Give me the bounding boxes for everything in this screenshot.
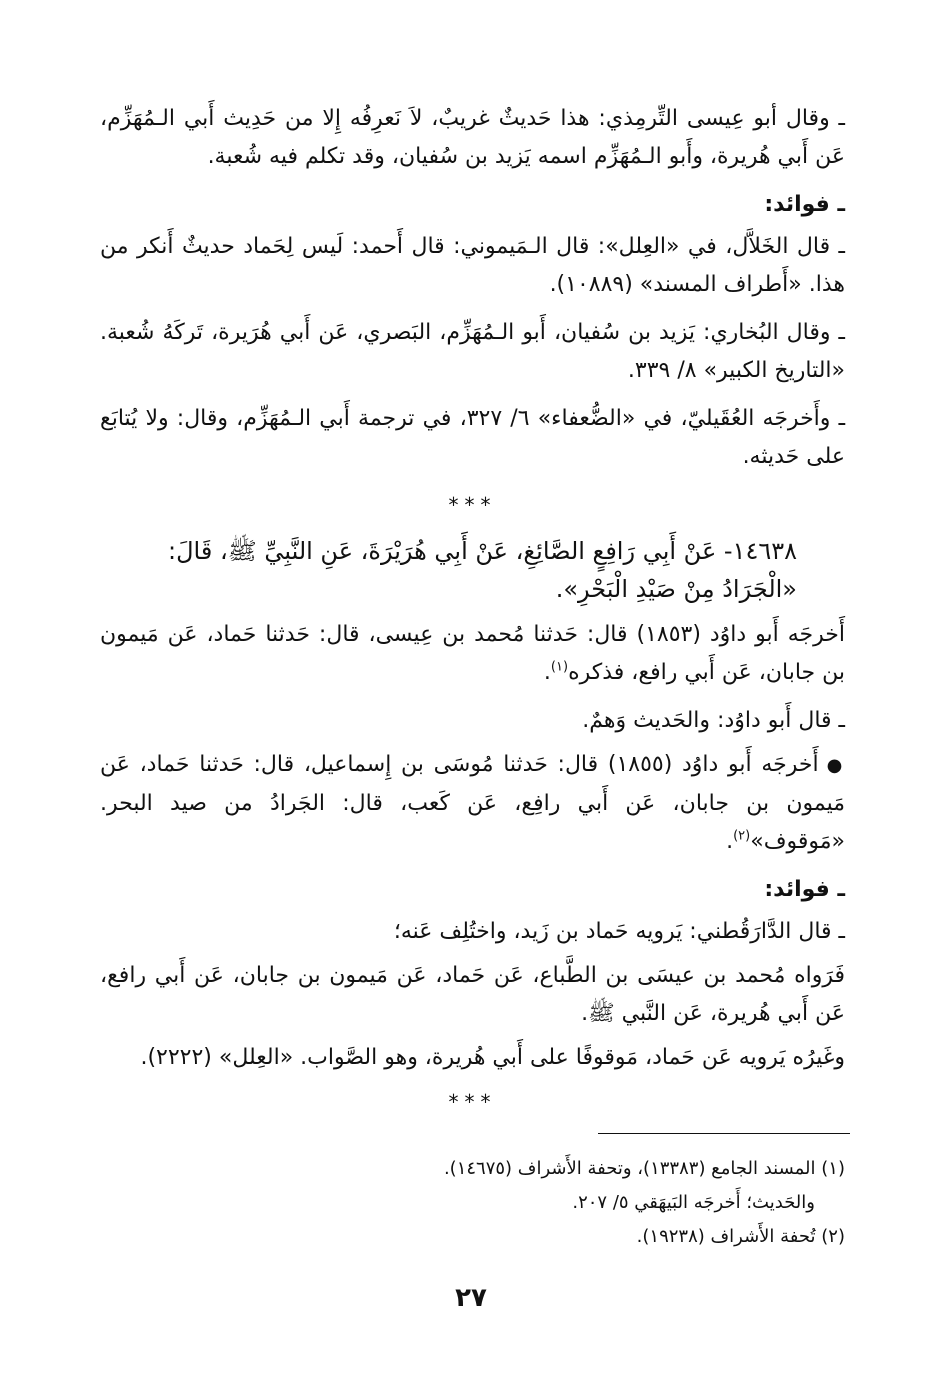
- benefits-heading-2: ـ فوائد:: [764, 877, 845, 902]
- abu-dawud-1853-text: أَخرجَه أَبو داوُد (١٨٥٣) قال: حَدثنا مُحمد بن عِيسى، قال: حَدثنا حَماد، عَن مَيمون بن جابان، عَن أَبي رافع، فذكره: [100, 622, 845, 685]
- main-text: [100, 100, 845, 1129]
- footnote-1-continued: والحَديث؛ أَخرجَه البَيهَقي ٥/ ٢٠٧.: [572, 1192, 815, 1213]
- abu-dawud-1855-end: .: [726, 829, 734, 854]
- footnote-ref-2: (٢): [733, 828, 751, 844]
- footnote-separator: [598, 1133, 850, 1134]
- abu-dawud-1855-text: أَخرجَه أَبو داوُد (١٨٥٥) قال: حَدثنا مُوسَى بن إِسماعيل، قال: حَدثنا حَماد، عَن مَيمون بن جابان، عَن أَبي رافِع، عَن كَعب، قال: الجَرادُ من صيد البحر. «مَوقوف»: [100, 752, 845, 854]
- abu-dawud-comment: ـ قال أَبو داوُد: والحَديث وَهمٌ.: [582, 708, 845, 733]
- tirmidhi-paragraph: ـ وقال أبو عِيسى التِّرمِذي: هذا حَديثٌ غريبٌ، لاَ نَعرِفُه إِلا من حَدِيث أَبي الـمُهَزِّم، عَن أَبي هُريرة، وأَبو الـمُهَزِّم اسمه يَزيد بن سُفيان، وقد تكلم فيه شُعبة.: [100, 106, 845, 169]
- hadith-line-1: ١٤٦٣٨- عَنْ أَبِي رَافِعٍ الصَّائِغِ، عَنْ أَبِي هُرَيْرَةَ، عَنِ النَّبِيِّ ﷺ، قَالَ:: [168, 537, 797, 565]
- ibn-tabba-paragraph: فَرَواه مُحمد بن عيسَى بن الطَّباع، عَن حَماد، عَن مَيمون بن جابان، عَن أَبي رافع، عَن أَبي هُريرة، عَن النَّبي ﷺ.: [100, 963, 845, 1026]
- footnote-2: (٢) تُحفة الأَشراف (١٩٢٣٨).: [636, 1226, 845, 1247]
- page-number: ٢٧: [455, 1283, 487, 1313]
- footnote-ref-1: (١): [550, 659, 569, 675]
- abu-dawud-1853-paragraph: [100, 616, 845, 692]
- hadith-line-2: «الْجَرَادُ مِنْ صَيْدِ الْبَحْرِ».: [555, 575, 797, 603]
- mawquf-paragraph: وغَيرُه يَرويه عَن حَماد، مَوقوفًا على أَبي هُريرة، وهو الصَّواب. «العِلل» (٢٢٢٢).: [140, 1045, 845, 1070]
- daraqutni-paragraph: ـ قال الدَّارَقُطني: يَرويه حَماد بن زَيد، واختُلِف عَنه؛: [393, 919, 845, 944]
- section-divider-2: ***: [448, 1090, 497, 1114]
- benefits-heading-1: ـ فوائد:: [764, 192, 845, 217]
- hadith-text: [100, 532, 845, 608]
- bukhari-paragraph: ـ وقال البُخاري: يَزيد بن سُفيان، أَبو الـمُهَزِّم، البَصري، عَن أَبي هُرَيرة، تَركَهُ شُعبة. «التاريخ الكبير» ٨/ ٣٣٩.: [100, 320, 845, 383]
- footnote-1: (١) المسند الجامع (١٣٣٨٣)، وتحفة الأَشراف (١٤٦٧٥).: [443, 1158, 845, 1179]
- footnotes: [100, 1152, 845, 1254]
- khallal-paragraph: ـ قال الخَلاَّل، في «العِلل»: قال الـمَيموني: قال أَحمد: لَيس لِحَماد حديثٌ أَنكر من هذا. «أَطراف المسند» (١٠٨٨٩).: [100, 234, 845, 297]
- uqaili-paragraph: ـ وأَخرجَه العُقَيليّ، في «الضُّعفاء» ٦/ ٣٢٧، في ترجمة أَبي الـمُهَزِّم، وقال: ولا يُتابَع على حَديثه.: [100, 406, 846, 469]
- abu-dawud-1853-end: .: [543, 660, 551, 685]
- section-divider-1: ***: [448, 493, 497, 517]
- abu-dawud-1855-paragraph: [100, 746, 845, 861]
- bullet-icon: ●: [826, 755, 845, 776]
